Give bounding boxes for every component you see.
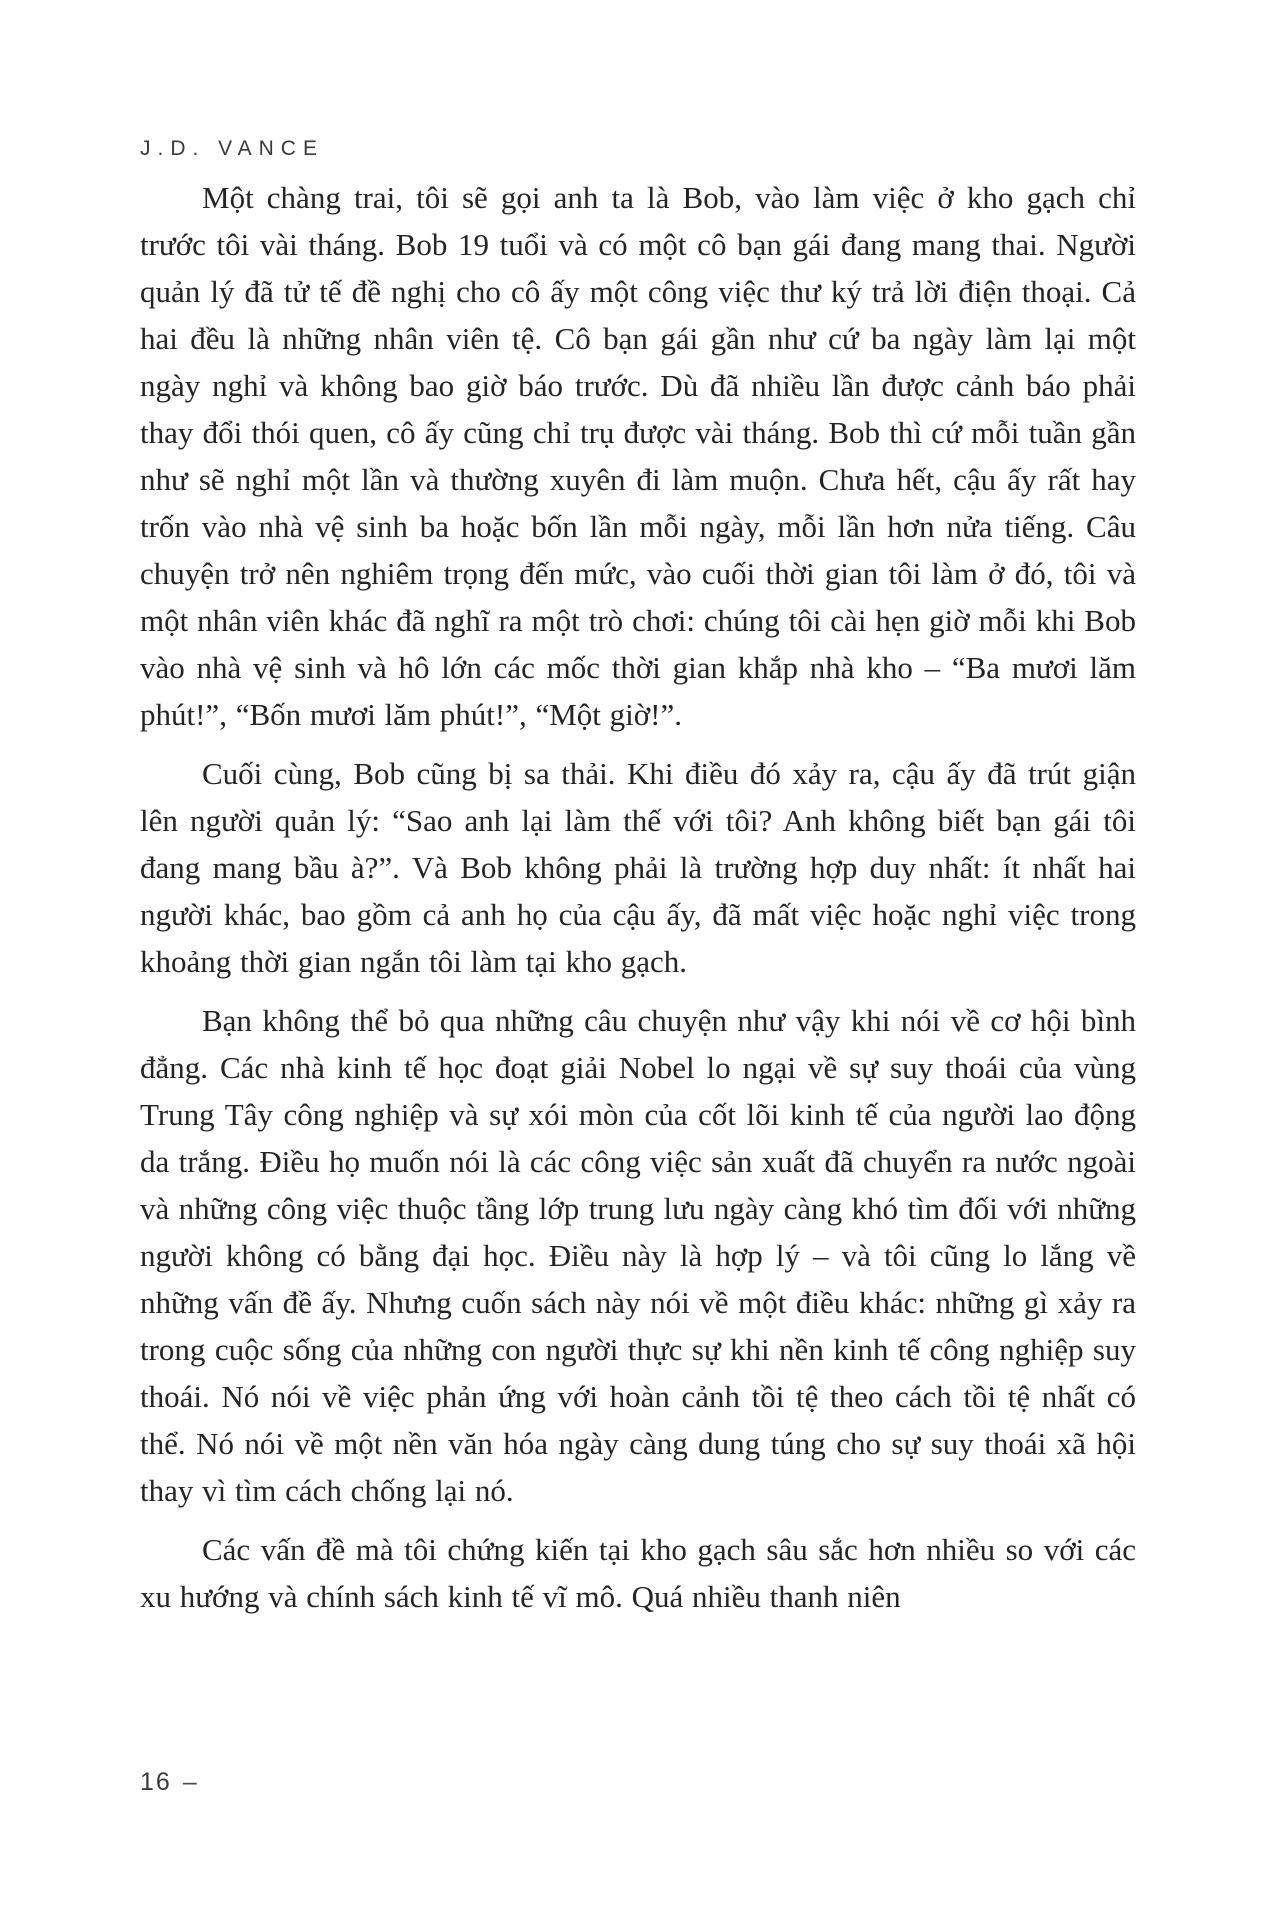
paragraph: Các vấn đề mà tôi chứng kiến tại kho gạch sâu sắc hơn nhiều so với các xu hướng và chính sách kinh tế vĩ mô. Quá nhiều thanh niên	[140, 1532, 1136, 1614]
paragraph: Cuối cùng, Bob cũng bị sa thải. Khi điều đó xảy ra, cậu ấy đã trút giận lên người quản lý: “Sao anh lại làm thế với tôi? Anh không biết bạn gái tôi đang mang bầu à?”. Và Bob không phải là trường hợp duy nhất: ít nhất hai người khác, bao gồm cả anh họ của cậu ấy, đã mất việc hoặc nghỉ việc trong khoảng thời gian ngắn tôi làm tại kho gạch.	[140, 756, 1136, 979]
running-header: J.D. VANCE	[140, 137, 324, 160]
page-footer	[140, 1768, 199, 1797]
body-text	[140, 174, 1136, 1620]
page-number: 16	[140, 1768, 172, 1796]
paragraph: Bạn không thể bỏ qua những câu chuyện như vậy khi nói về cơ hội bình đẳng. Các nhà kinh tế học đoạt giải Nobel lo ngại về sự suy thoái của vùng Trung Tây công nghiệp và sự xói mòn của cốt lõi kinh tế của người lao động da trắng. Điều họ muốn nói là các công việc sản xuất đã chuyển ra nước ngoài và những công việc thuộc tầng lớp trung lưu ngày càng khó tìm đối với những người không có bằng đại học. Điều này là hợp lý – và tôi cũng lo lắng về những vấn đề ấy. Nhưng cuốn sách này nói về một điều khác: những gì xảy ra trong cuộc sống của những con người thực sự khi nền kinh tế công nghiệp suy thoái. Nó nói về việc phản ứng với hoàn cảnh tồi tệ theo cách tồi tệ nhất có thể. Nó nói về một nền văn hóa ngày càng dung túng cho sự suy thoái xã hội thay vì tìm cách chống lại nó.	[140, 1003, 1136, 1508]
page-number-dash: –	[182, 1768, 199, 1796]
paragraph: Một chàng trai, tôi sẽ gọi anh ta là Bob, vào làm việc ở kho gạch chỉ trước tôi vài tháng. Bob 19 tuổi và có một cô bạn gái đang mang thai. Người quản lý đã tử tế đề nghị cho cô ấy một công việc thư ký trả lời điện thoại. Cả hai đều là những nhân viên tệ. Cô bạn gái gần như cứ ba ngày làm lại một ngày nghỉ và không bao giờ báo trước. Dù đã nhiều lần được cảnh báo phải thay đổi thói quen, cô ấy cũng chỉ trụ được vài tháng. Bob thì cứ mỗi tuần gần như sẽ nghỉ một lần và thường xuyên đi làm muộn. Chưa hết, cậu ấy rất hay trốn vào nhà vệ sinh ba hoặc bốn lần mỗi ngày, mỗi lần hơn nửa tiếng. Câu chuyện trở nên nghiêm trọng đến mức, vào cuối thời gian tôi làm ở đó, tôi và một nhân viên khác đã nghĩ ra một trò chơi: chúng tôi cài hẹn giờ mỗi khi Bob vào nhà vệ sinh và hô lớn các mốc thời gian khắp nhà kho – “Ba mươi lăm phút!”, “Bốn mươi lăm phút!”, “Một giờ!”.	[140, 180, 1136, 732]
